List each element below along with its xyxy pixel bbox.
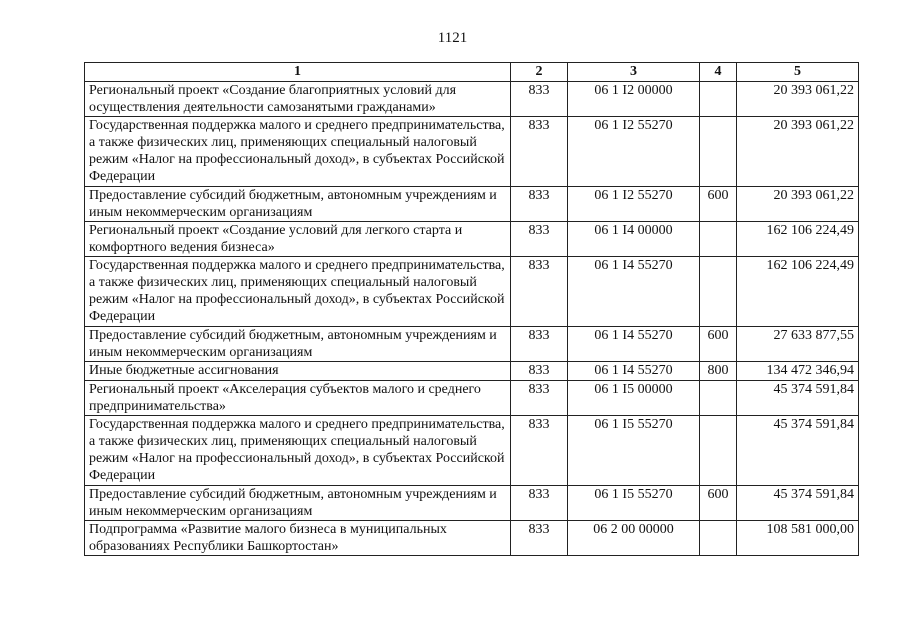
row-name: Предоставление субсидий бюджетным, автономным учреждениям и иным некоммерческим организациям [85, 486, 511, 521]
row-vr [700, 82, 737, 117]
column-header-1: 1 [85, 63, 511, 82]
row-kcsr: 06 1 I5 55270 [568, 416, 700, 486]
column-header-5: 5 [737, 63, 859, 82]
row-vr: 600 [700, 327, 737, 362]
row-kcsr: 06 1 I4 55270 [568, 257, 700, 327]
row-name: Государственная поддержка малого и среднего предпринимательства, а также физических лиц, применяющих специальный налоговый режим «Налог на профессиональный доход», в субъектах Российской Федерации [85, 117, 511, 187]
table-row [85, 416, 859, 486]
row-amount: 20 393 061,22 [737, 117, 859, 187]
row-grbs: 833 [511, 117, 568, 187]
row-name: Предоставление субсидий бюджетным, автономным учреждениям и иным некоммерческим организациям [85, 187, 511, 222]
row-name: Предоставление субсидий бюджетным, автономным учреждениям и иным некоммерческим организациям [85, 327, 511, 362]
row-kcsr: 06 1 I5 55270 [568, 486, 700, 521]
row-kcsr: 06 1 I5 00000 [568, 381, 700, 416]
row-vr [700, 257, 737, 327]
row-amount: 134 472 346,94 [737, 362, 859, 381]
row-vr: 600 [700, 486, 737, 521]
row-grbs: 833 [511, 416, 568, 486]
table-row [85, 187, 859, 222]
row-amount: 27 633 877,55 [737, 327, 859, 362]
row-name: Подпрограмма «Развитие малого бизнеса в муниципальных образованиях Республики Башкортостан» [85, 521, 511, 556]
row-kcsr: 06 1 I4 55270 [568, 327, 700, 362]
row-amount: 20 393 061,22 [737, 187, 859, 222]
row-grbs: 833 [511, 187, 568, 222]
row-kcsr: 06 1 I4 00000 [568, 222, 700, 257]
page-number: 1121 [437, 30, 468, 46]
row-name: Иные бюджетные ассигнования [85, 362, 511, 381]
column-header-4: 4 [700, 63, 737, 82]
table-row [85, 362, 859, 381]
row-name: Региональный проект «Создание благоприятных условий для осуществления деятельности самозанятыми гражданами» [85, 82, 511, 117]
table-row [85, 327, 859, 362]
table-row [85, 82, 859, 117]
column-header-3: 3 [568, 63, 700, 82]
table-row [85, 222, 859, 257]
row-kcsr: 06 2 00 00000 [568, 521, 700, 556]
table-row [85, 486, 859, 521]
row-vr: 800 [700, 362, 737, 381]
row-grbs: 833 [511, 521, 568, 556]
row-amount: 45 374 591,84 [737, 486, 859, 521]
row-name: Государственная поддержка малого и среднего предпринимательства, а также физических лиц, применяющих специальный налоговый режим «Налог на профессиональный доход», в субъектах Российской Федерации [85, 257, 511, 327]
row-grbs: 833 [511, 486, 568, 521]
row-grbs: 833 [511, 257, 568, 327]
row-kcsr: 06 1 I2 00000 [568, 82, 700, 117]
row-vr [700, 222, 737, 257]
row-vr [700, 416, 737, 486]
row-kcsr: 06 1 I2 55270 [568, 117, 700, 187]
row-name: Региональный проект «Создание условий для легкого старта и комфортного ведения бизнеса» [85, 222, 511, 257]
row-grbs: 833 [511, 82, 568, 117]
row-amount: 162 106 224,49 [737, 257, 859, 327]
row-vr [700, 521, 737, 556]
row-name: Государственная поддержка малого и среднего предпринимательства, а также физических лиц, применяющих специальный налоговый режим «Налог на профессиональный доход», в субъектах Российской Федерации [85, 416, 511, 486]
row-vr [700, 381, 737, 416]
row-vr [700, 117, 737, 187]
row-amount: 45 374 591,84 [737, 416, 859, 486]
column-header-2: 2 [511, 63, 568, 82]
row-kcsr: 06 1 I2 55270 [568, 187, 700, 222]
row-amount: 20 393 061,22 [737, 82, 859, 117]
row-amount: 162 106 224,49 [737, 222, 859, 257]
budget-table [84, 62, 859, 556]
row-amount: 45 374 591,84 [737, 381, 859, 416]
table-row [85, 257, 859, 327]
row-grbs: 833 [511, 381, 568, 416]
table-row [85, 381, 859, 416]
table-row [85, 521, 859, 556]
row-grbs: 833 [511, 327, 568, 362]
row-grbs: 833 [511, 222, 568, 257]
table-row [85, 117, 859, 187]
row-name: Региональный проект «Акселерация субъектов малого и среднего предпринимательства» [85, 381, 511, 416]
table-header-row [85, 63, 859, 82]
row-kcsr: 06 1 I4 55270 [568, 362, 700, 381]
row-vr: 600 [700, 187, 737, 222]
row-grbs: 833 [511, 362, 568, 381]
row-amount: 108 581 000,00 [737, 521, 859, 556]
